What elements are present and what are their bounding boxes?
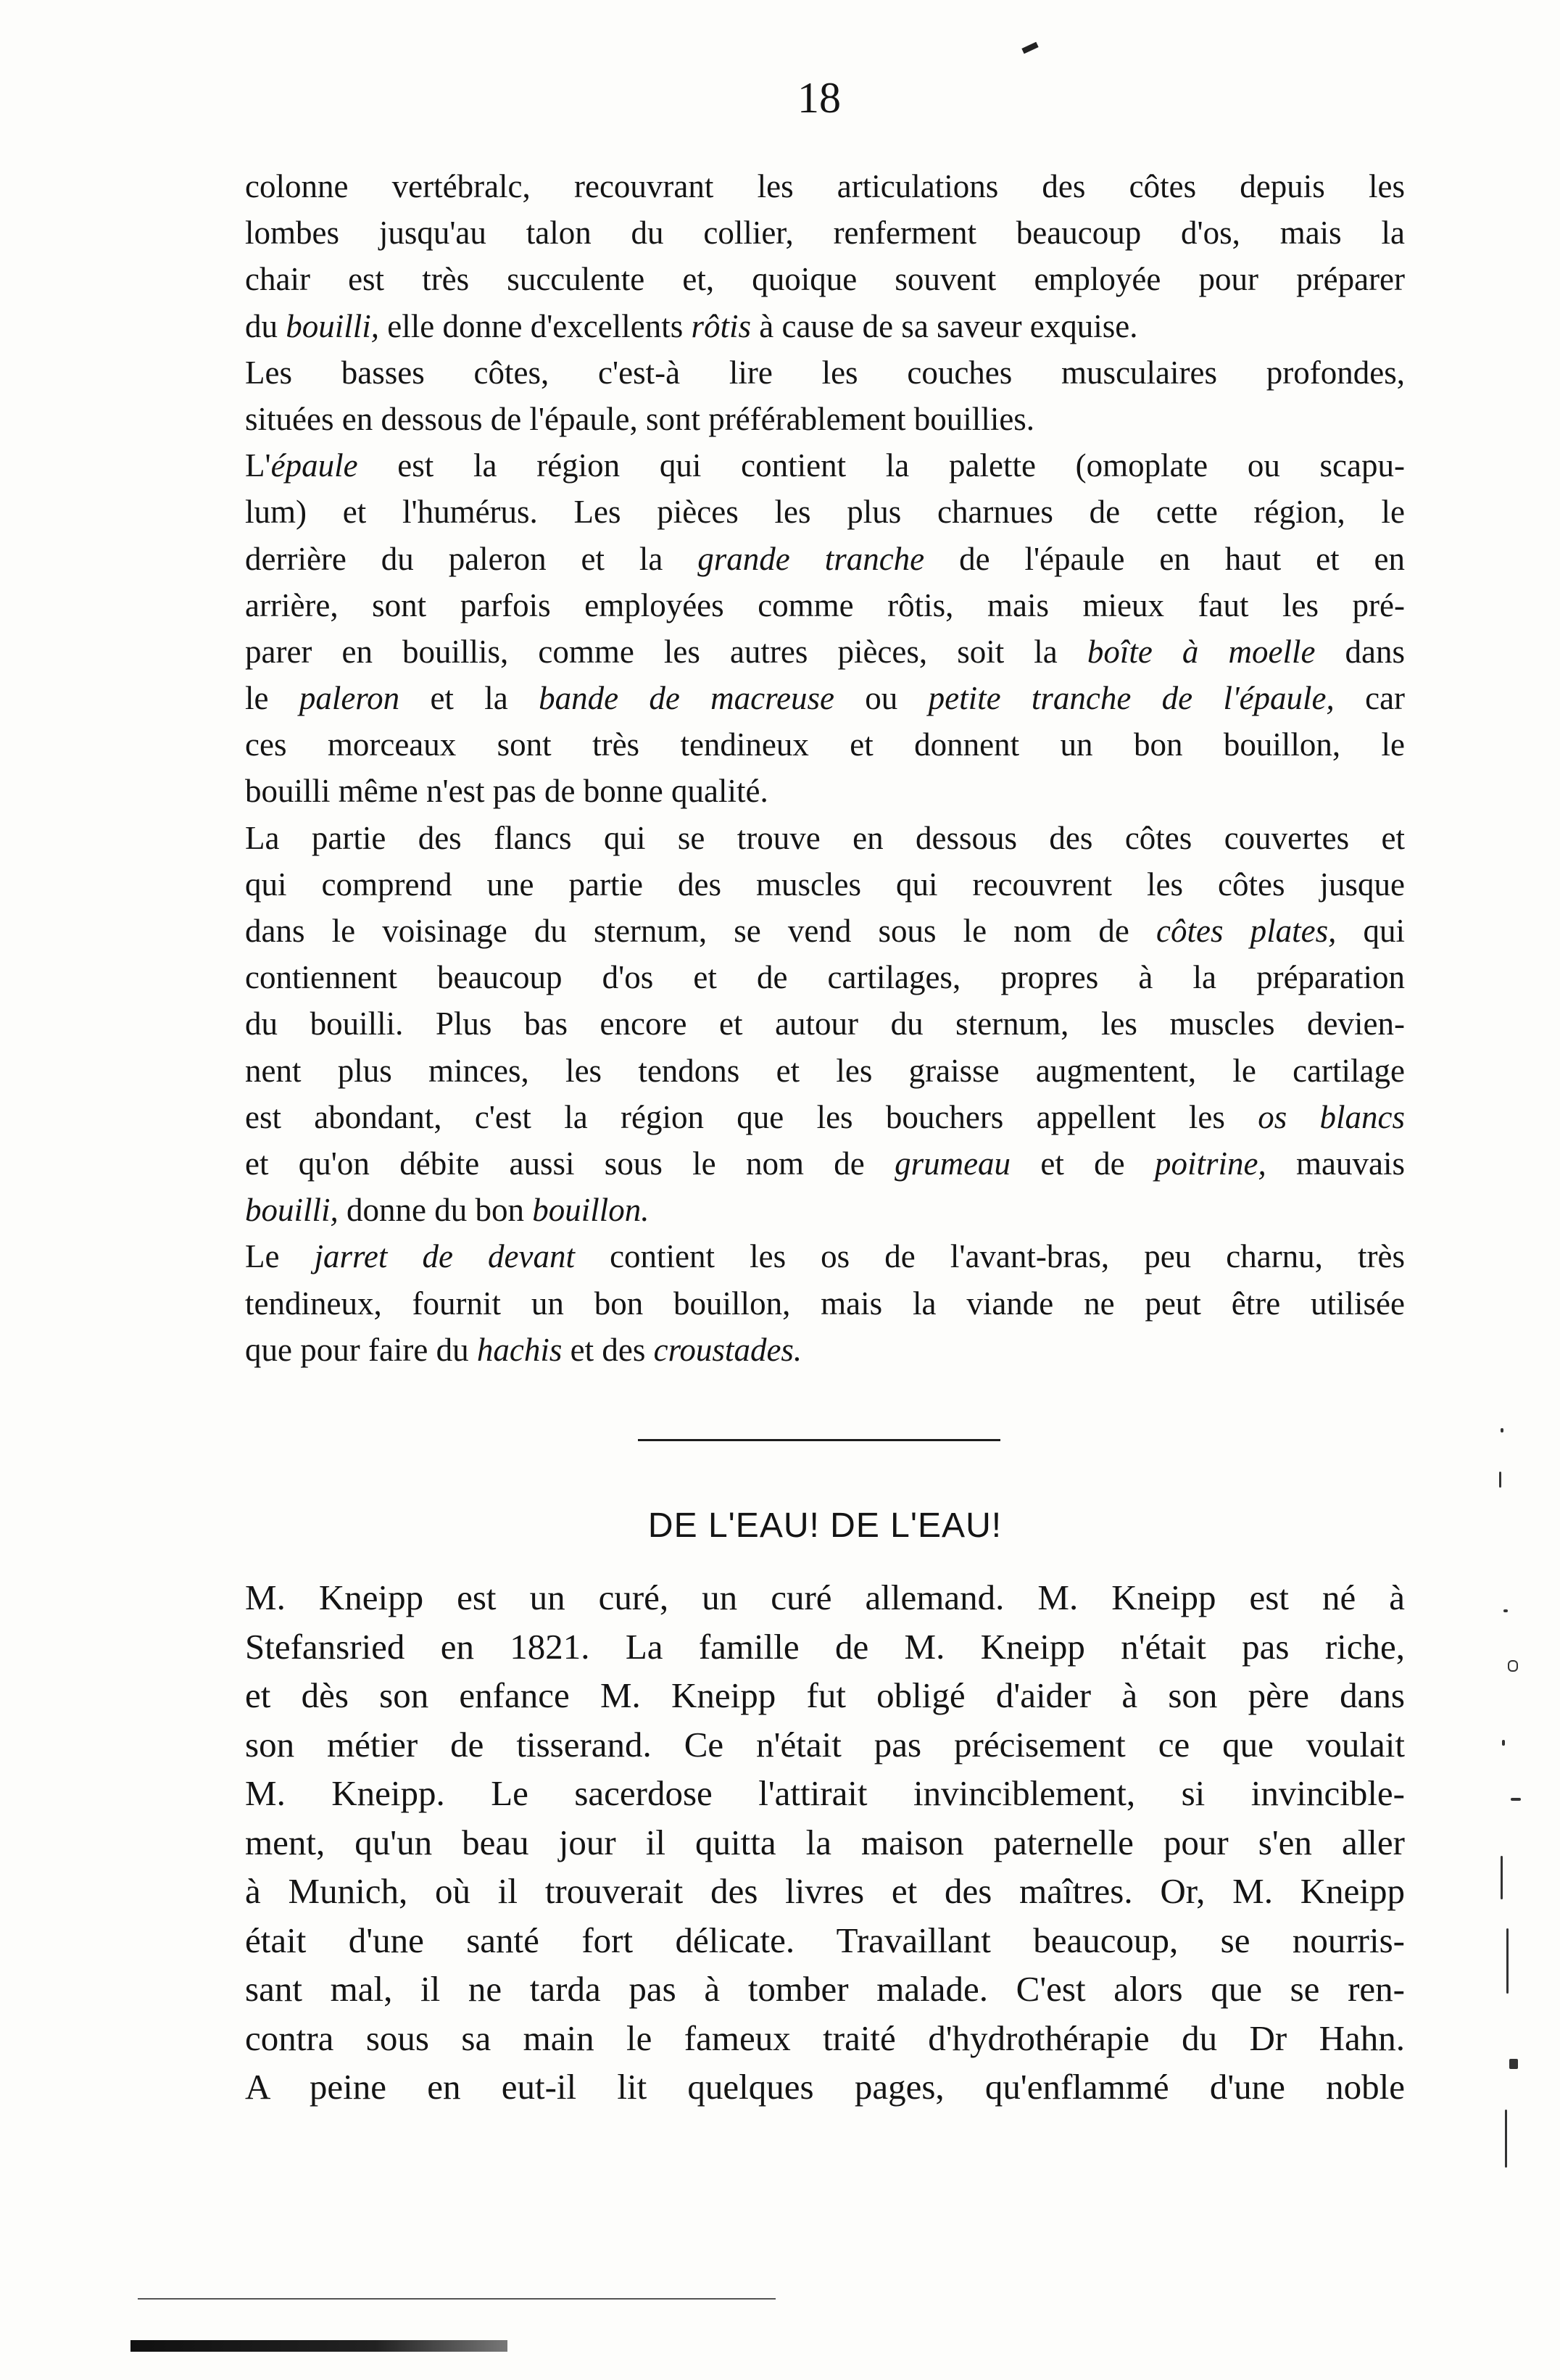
text-line: son métier de tisserand. Ce n'était pas précisement ce que voulait (245, 1724, 1405, 1765)
margin-specks (1493, 1421, 1537, 2182)
section-divider (638, 1439, 1000, 1441)
body-section-kneipp (245, 1573, 1405, 2112)
text-line: dans le voisinage du sternum, se vend sous le nom de côtes plates, qui (245, 913, 1405, 949)
text-line: sant mal, il ne tarda pas à tomber malade. C'est alors que se ren- (245, 1969, 1405, 2009)
text-line: lum) et l'humérus. Les pièces les plus charnues de cette région, le (245, 494, 1405, 531)
italic-term: boîte à moelle (1087, 633, 1316, 670)
italic-term: paleron (299, 680, 400, 717)
text-line: M. Kneipp est un curé, un curé allemand. M. Kneipp est né à (245, 1577, 1405, 1617)
text-line: Les basses côtes, c'est-à lire les couches musculaires profondes, (245, 354, 1405, 391)
italic-term: bouilli, (245, 1192, 339, 1229)
italic-term: os blancs (1258, 1098, 1406, 1135)
text-line: Stefansried en 1821. La famille de M. Kneipp n'était pas riche, (245, 1626, 1405, 1667)
text-line: est abondant, c'est la région que les bouchers appellent les os blancs (245, 1098, 1406, 1135)
text-line: du bouilli, elle donne d'excellents rôtis à cause de sa saveur exquise. (245, 307, 1138, 344)
bottom-ink-bar (130, 2340, 507, 2352)
text-line: le paleron et la bande de macreuse ou petite tranche de l'épaule, car (245, 680, 1406, 717)
text-line: arrière, sont parfois employées comme rôtis, mais mieux faut les pré- (245, 586, 1405, 623)
italic-term: bouilli, (286, 307, 380, 344)
text-line: du bouilli. Plus bas encore et autour du sternum, les muscles devien- (245, 1006, 1405, 1042)
text-line: chair est très succulente et, quoique souvent employée pour préparer (245, 261, 1405, 298)
italic-term: côtes plates, (1156, 913, 1337, 949)
ink-smudge (1021, 42, 1038, 54)
italic-term: petite tranche de l'épaule, (928, 680, 1335, 717)
italic-term: jarret de devant (314, 1238, 575, 1275)
text-line: qui comprend une partie des muscles qui recouvrent les côtes jusque (245, 866, 1405, 903)
italic-term: bouillon. (532, 1192, 650, 1229)
text-line: nent plus minces, les tendons et les graisse augmentent, le cartilage (245, 1052, 1405, 1089)
text-line: L'épaule est la région qui contient la palette (omoplate ou scapu- (245, 447, 1405, 484)
text-line: colonne vertébralc, recouvrant les articulations des côtes depuis les (245, 168, 1405, 204)
text-line: Le jarret de devant contient les os de l'avant-bras, peu charnu, très (245, 1238, 1405, 1275)
text-line: situées en dessous de l'épaule, sont préférablement bouillies. (245, 400, 1035, 437)
text-line: contra sous sa main le fameux traité d'hydrothérapie du Dr Hahn. (245, 2018, 1405, 2058)
section-heading: DE L'EAU! DE L'EAU! (647, 1506, 1003, 1545)
text-line: bouilli, donne du bon bouillon. (245, 1192, 650, 1229)
text-line: et qu'on débite aussi sous le nom de grumeau et de poitrine, mauvais (245, 1145, 1405, 1182)
text-line: que pour faire du hachis et des croustades. (245, 1331, 802, 1368)
italic-term: hachis (476, 1331, 563, 1368)
italic-term: croustades. (653, 1331, 802, 1368)
text-line: M. Kneipp. Le sacerdose l'attirait invinciblement, si invincible- (245, 1773, 1405, 1813)
text-line: bouilli même n'est pas de bonne qualité. (245, 773, 768, 810)
page-number: 18 (797, 74, 841, 122)
text-line: contiennent beaucoup d'os et de cartilages, propres à la préparation (245, 959, 1405, 996)
text-line: ment, qu'un beau jour il quitta la maison paternelle pour s'en aller (245, 1822, 1405, 1862)
text-line: parer en bouillis, comme les autres pièces, soit la boîte à moelle dans (245, 633, 1405, 670)
text-line: à Munich, où il trouverait des livres et des maîtres. Or, M. Kneipp (245, 1871, 1405, 1911)
text-line: était d'une santé fort délicate. Travaillant beaucoup, se nourris- (245, 1920, 1405, 1960)
italic-term: bande de macreuse (539, 680, 834, 717)
text-line: et dès son enfance M. Kneipp fut obligé d'aider à son père dans (245, 1675, 1405, 1715)
italic-term: poitrine, (1154, 1145, 1266, 1182)
text-line: derrière du paleron et la grande tranche de l'épaule en haut et en (245, 540, 1405, 577)
text-line: tendineux, fournit un bon bouillon, mais la viande ne peut être utilisée (245, 1285, 1405, 1322)
text-line: ces morceaux sont très tendineux et donnent un bon bouillon, le (245, 726, 1405, 763)
italic-term: grumeau (895, 1145, 1011, 1182)
text-line: A peine en eut-il lit quelques pages, qu'enflammé d'une noble (245, 2067, 1405, 2107)
text-line: La partie des flancs qui se trouve en dessous des côtes couvertes et (245, 819, 1405, 856)
bottom-rule (138, 2298, 776, 2300)
italic-term: épaule (270, 447, 358, 484)
italic-term: rôtis (691, 307, 751, 344)
text-line: lombes jusqu'au talon du collier, renferment beaucoup d'os, mais la (245, 215, 1405, 252)
body-section-beef-cuts (245, 163, 1405, 1373)
italic-term: grande tranche (697, 540, 925, 577)
